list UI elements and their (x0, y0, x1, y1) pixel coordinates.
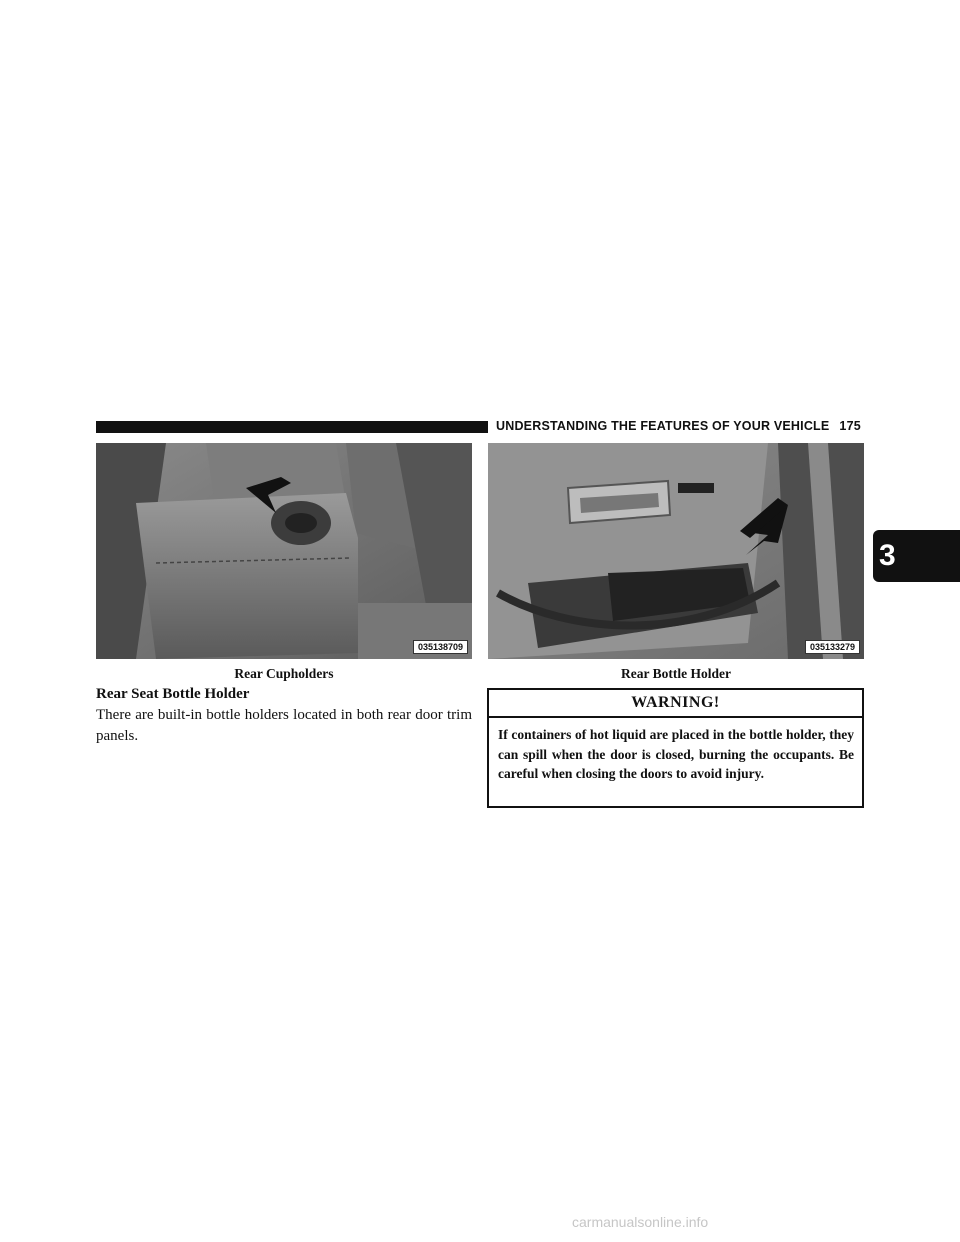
figure-code: 035138709 (413, 640, 468, 654)
figure-caption: Rear Bottle Holder (621, 666, 731, 681)
warning-text: If containers of hot liquid are placed in the bottle holder, they can spill when the door is closed, burning the occupants. Be careful when closing the doors to avoid injury. (498, 727, 854, 781)
warning-title: WARNING! (489, 690, 862, 718)
running-header (496, 419, 861, 433)
header-rule (96, 421, 488, 433)
page-number: 175 (839, 419, 861, 433)
body-paragraph: There are built-in bottle holders located in both rear door trim panels. (96, 707, 472, 744)
rear-bottle-holder-photo (488, 443, 864, 659)
chapter-tab: 3 (873, 530, 960, 582)
section-title: UNDERSTANDING THE FEATURES OF YOUR VEHICLE (496, 419, 830, 433)
watermark: carmanualsonline.info (572, 1214, 709, 1230)
figure-code: 035133279 (805, 640, 860, 654)
warning-box (487, 688, 864, 808)
figure-caption: Rear Cupholders (234, 666, 334, 681)
section-heading: Rear Seat Bottle Holder (96, 686, 250, 702)
rear-cupholders-photo (96, 443, 472, 659)
